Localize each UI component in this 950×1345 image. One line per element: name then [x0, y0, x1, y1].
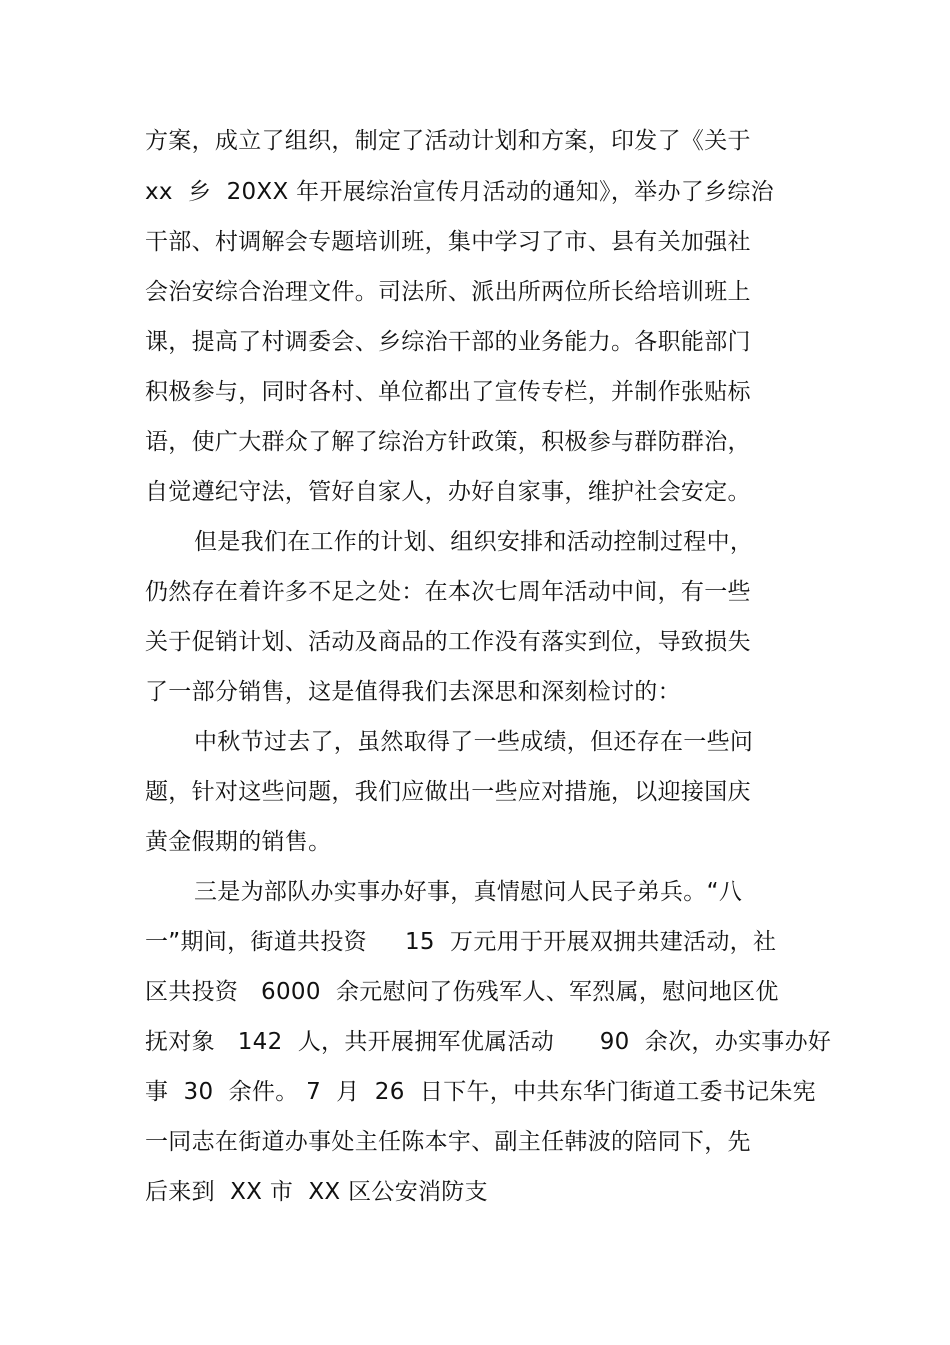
text-line: 课，提高了村调委会、乡综治干部的业务能力。各职能部门 [145, 329, 751, 355]
text-line: 黄金假期的销售。 [145, 829, 332, 855]
paragraph-first-line: 但是我们在工作的计划、组织安排和活动控制过程中， [194, 529, 754, 555]
text-line: 一”期间，街道共投资 15 万元用于开展双拥共建活动，社 [145, 929, 777, 955]
text-line: 会治安综合治理文件。司法所、派出所两位所长给培训班上 [145, 279, 751, 305]
text-line: 关于促销计划、活动及商品的工作没有落实到位，导致损失 [145, 629, 751, 655]
text-line: 仍然存在着许多不足之处：在本次七周年活动中间，有一些 [145, 579, 751, 605]
text-line: 题，针对这些问题，我们应做出一些应对措施，以迎接国庆 [145, 779, 751, 805]
text-line: 自觉遵纪守法，管好自家人，办好自家事，维护社会安定。 [145, 479, 751, 505]
text-line: 语，使广大群众了解了综治方针政策，积极参与群防群治， [145, 429, 751, 455]
text-line: 区共投资 6000 余元慰问了伤残军人、军烈属，慰问地区优 [145, 979, 779, 1005]
text-line: 抚对象 142 人，共开展拥军优属活动 90 余次，办实事办好 [145, 1029, 832, 1055]
text-line: 事 30 余件。 7 月 26 日下午，中共东华门街道工委书记朱宪 [145, 1079, 816, 1105]
text-line: 一同志在街道办事处主任陈本宇、副主任韩波的陪同下，先 [145, 1129, 751, 1155]
text-line: 方案，成立了组织，制定了活动计划和方案，印发了《关于 [145, 128, 751, 154]
text-line: xx 乡 20XX 年开展综治宣传月活动的通知》，举办了乡综治 [145, 179, 774, 205]
paragraph-first-line: 三是为部队办实事办好事，真情慰问人民子弟兵。“八 [194, 879, 743, 905]
text-line: 了一部分销售，这是值得我们去深思和深刻检讨的： [145, 679, 681, 705]
text-line: 积极参与，同时各村、单位都出了宣传专栏，并制作张贴标 [145, 379, 751, 405]
text-line: 后来到 XX 市 XX 区公安消防支 [145, 1179, 488, 1205]
text-line: 干部、村调解会专题培训班，集中学习了市、县有关加强社 [145, 229, 751, 255]
paragraph-first-line: 中秋节过去了，虽然取得了一些成绩，但还存在一些问 [194, 729, 754, 755]
